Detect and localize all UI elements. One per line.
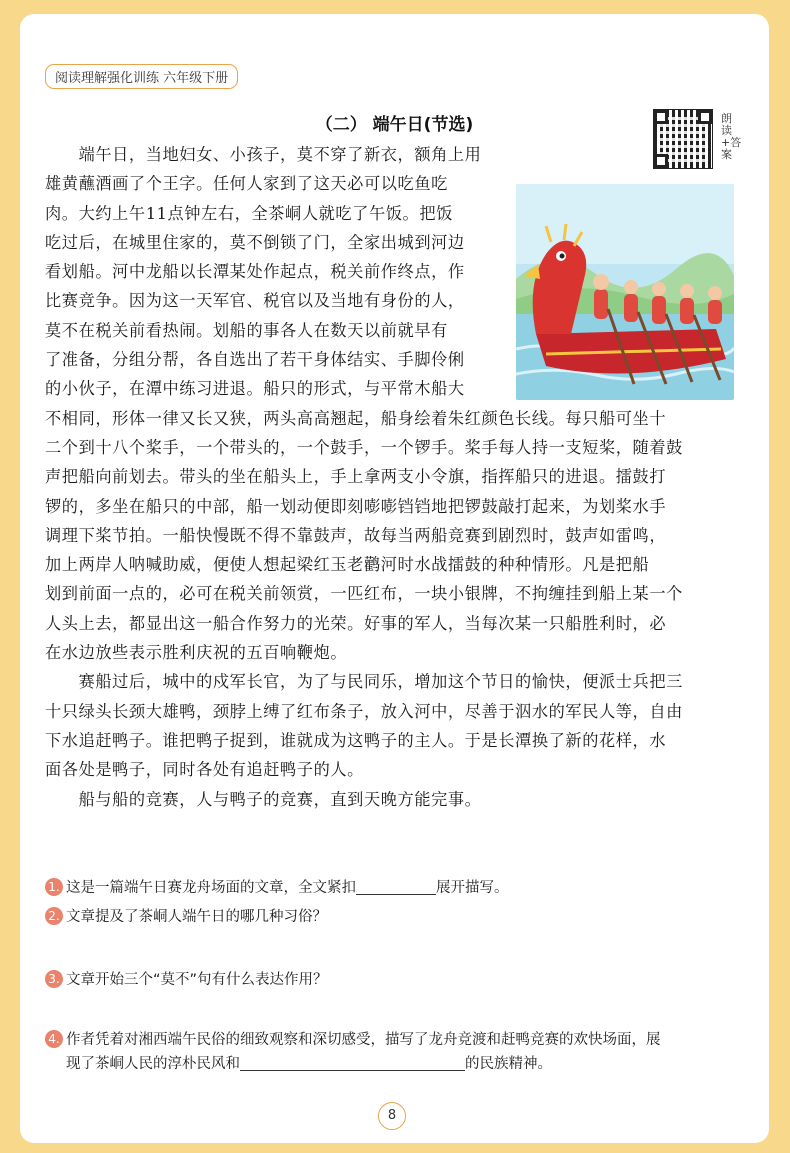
page-sheet <box>20 14 769 1143</box>
article-line: 下水追赶鸭子。谁把鸭子捉到，谁就成为这鸭子的主人。于是长潭换了新的花样，水 <box>45 730 667 750</box>
question-4: 4. 作者凭着对湘西端午民俗的细致观察和深切感受，描写了龙舟竞渡和赶鸭竞赛的欢快场面，展 现了茶峒人民的淳朴民风和 的民族精神。 <box>45 1028 745 1076</box>
article-line: 面各处是鸭子，同时各处有追赶鸭子的人。 <box>45 760 364 780</box>
answer-blank[interactable] <box>240 1054 465 1071</box>
question-number: 1. <box>45 878 63 896</box>
question-number: 2. <box>45 907 63 925</box>
page-number: 8 <box>378 1102 406 1130</box>
article-line: 十只绿头长颈大雄鸭，颈脖上缚了红布条子，放入河中，尽善于泅水的军民人等，自由 <box>45 701 683 721</box>
question-1: 1. 这是一篇端午日赛龙舟场面的文章，全文紧扣 展开描写。 <box>45 876 745 900</box>
article-line: 调理下桨节拍。一船快慢既不得不靠鼓声，故每当两船竞赛到剧烈时，鼓声如雷鸣， <box>45 525 667 545</box>
article-line: 赛船过后，城中的戍军长官，为了与民同乐，增加这个节日的愉快，便派士兵把三 <box>45 672 683 692</box>
article-line: 的小伙子，在潭中练习进退。船只的形式，与平常木船大 <box>45 379 465 399</box>
article-line: 划到前面一点的，必可在税关前领赏，一匹红布，一块小银牌，不拘缠挂到船上某一个 <box>45 584 683 604</box>
article-line: 莫不在税关前看热闹。划船的事各人在数天以前就早有 <box>45 320 448 340</box>
question-2: 2. 文章提及了茶峒人端午日的哪几种习俗？ <box>45 905 745 929</box>
question-number: 4. <box>45 1030 63 1048</box>
article-line: 不相同，形体一律又长又狭，两头高高翘起，船身绘着朱红颜色长线。每只船可坐十 <box>45 408 667 428</box>
article-line: 雄黄蘸酒画了个王字。任何人家到了这天必可以吃鱼吃 <box>45 174 448 194</box>
article-line: 肉。大约上午11点钟左右，全茶峒人就吃了午饭。把饭 <box>45 203 453 223</box>
article-line: 看划船。河中龙船以长潭某处作起点，税关前作终点，作 <box>45 262 465 282</box>
article-body <box>45 140 737 814</box>
article-line: 在水边放些表示胜利庆祝的五百响鞭炮。 <box>45 643 348 663</box>
article-line: 了准备，分组分帮，各自选出了若干身体结实、手脚伶俐 <box>45 350 465 370</box>
qr-label: 朗读+答案 <box>721 112 742 161</box>
article-line: 加上两岸人呐喊助威，便使人想起梁红玉老鹳河时水战擂鼓的种种情形。凡是把船 <box>45 555 650 575</box>
article-line: 锣的，多坐在船只的中部，船一划动便即刻嘭嘭铛铛地把锣鼓敲打起来，为划桨水手 <box>45 496 667 516</box>
book-header-tag: 阅读理解强化训练 六年级下册 <box>45 64 238 89</box>
article-line: 船与船的竞赛，人与鸭子的竞赛，直到天晚方能完事。 <box>45 789 482 809</box>
article-line: 二个到十八个桨手，一个带头的，一个鼓手，一个锣手。桨手每人持一支短桨，随着鼓 <box>45 437 683 457</box>
question-3: 3. 文章开始三个“莫不”句有什么表达作用？ <box>45 968 745 992</box>
answer-blank[interactable] <box>356 878 436 895</box>
article-title: （二） 端午日(节选) <box>315 115 474 135</box>
article-line: 比赛竞争。因为这一天军官、税官以及当地有身份的人， <box>45 291 465 311</box>
article-line: 人头上去，都显出这一船合作努力的光荣。好事的军人，当每次某一只船胜利时，必 <box>45 613 667 633</box>
question-number: 3. <box>45 970 63 988</box>
article-line: 吃过后，在城里住家的，莫不倒锁了门，全家出城到河边 <box>45 232 465 252</box>
article-line: 声把船向前划去。带头的坐在船头上，手上拿两支小令旗，指挥船只的进退。擂鼓打 <box>45 467 667 487</box>
article-line: 端午日，当地妇女、小孩子，莫不穿了新衣，额角上用 <box>45 145 482 164</box>
